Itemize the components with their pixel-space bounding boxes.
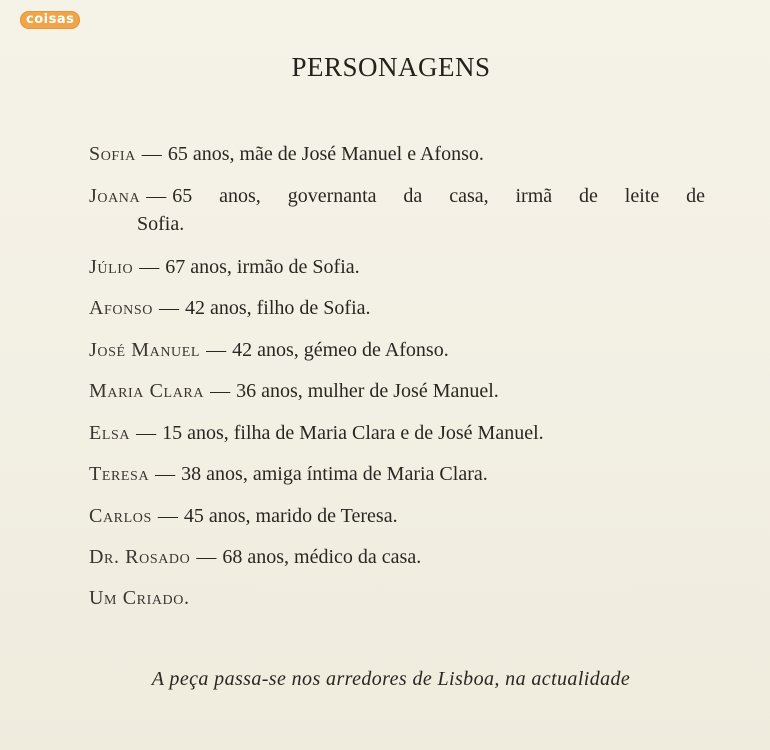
character-entry xyxy=(89,502,398,530)
character-description: 67 anos, irmão de Sofia. xyxy=(165,256,360,278)
character-description: 45 anos, marido de Teresa. xyxy=(183,505,398,527)
em-dash: — xyxy=(154,297,183,319)
character-name: Teresa xyxy=(89,463,150,485)
character-entry xyxy=(89,140,484,168)
em-dash: — xyxy=(132,422,161,444)
character-description: 42 anos, gémeo de Afonso. xyxy=(232,339,449,361)
em-dash: — xyxy=(206,380,235,402)
character-entry xyxy=(89,543,421,571)
character-entry xyxy=(89,182,705,238)
character-description: 36 anos, mulher de José Manuel. xyxy=(236,380,499,402)
em-dash: — xyxy=(142,185,171,207)
character-description: 42 anos, filho de Sofia. xyxy=(184,297,371,319)
character-name: Um Criado. xyxy=(89,587,190,609)
character-description: 38 anos, amiga íntima de Maria Clara. xyxy=(181,463,488,485)
em-dash: — xyxy=(137,143,166,165)
character-description: 65 anos, governanta da casa, irmã de leite de xyxy=(172,185,705,207)
em-dash: — xyxy=(202,339,231,361)
character-description: 65 anos, mãe de José Manuel e Afonso. xyxy=(167,143,484,165)
watermark-logo: coisas xyxy=(20,11,80,29)
character-name: Júlio xyxy=(89,256,134,278)
character-name: Dr. Rosado xyxy=(89,546,191,568)
character-entry xyxy=(89,336,449,364)
character-name: Maria Clara xyxy=(89,380,205,402)
character-name: Elsa xyxy=(89,422,131,444)
character-name: Sofia xyxy=(89,143,136,165)
character-entry xyxy=(89,294,371,322)
character-name: Afonso xyxy=(89,297,153,319)
character-description-continued: Sofia. xyxy=(137,213,185,235)
em-dash: — xyxy=(135,256,164,278)
character-entry xyxy=(89,377,499,405)
page-title: PERSONAGENS xyxy=(291,52,491,82)
em-dash: — xyxy=(153,505,182,527)
em-dash: — xyxy=(192,546,221,568)
character-description: 15 anos, filha de Maria Clara e de José Manuel. xyxy=(162,422,544,444)
character-name: José Manuel xyxy=(89,339,201,361)
setting-note: A peça passa-se nos arredores de Lisboa, na actualidade xyxy=(151,668,631,690)
character-entry xyxy=(89,584,190,612)
character-name: Joana xyxy=(89,185,141,207)
character-description: 68 anos, médico da casa. xyxy=(222,546,422,568)
character-name: Carlos xyxy=(89,505,152,527)
character-entry xyxy=(89,460,488,488)
em-dash: — xyxy=(151,463,180,485)
character-entry xyxy=(89,419,544,447)
character-entry xyxy=(89,253,360,281)
